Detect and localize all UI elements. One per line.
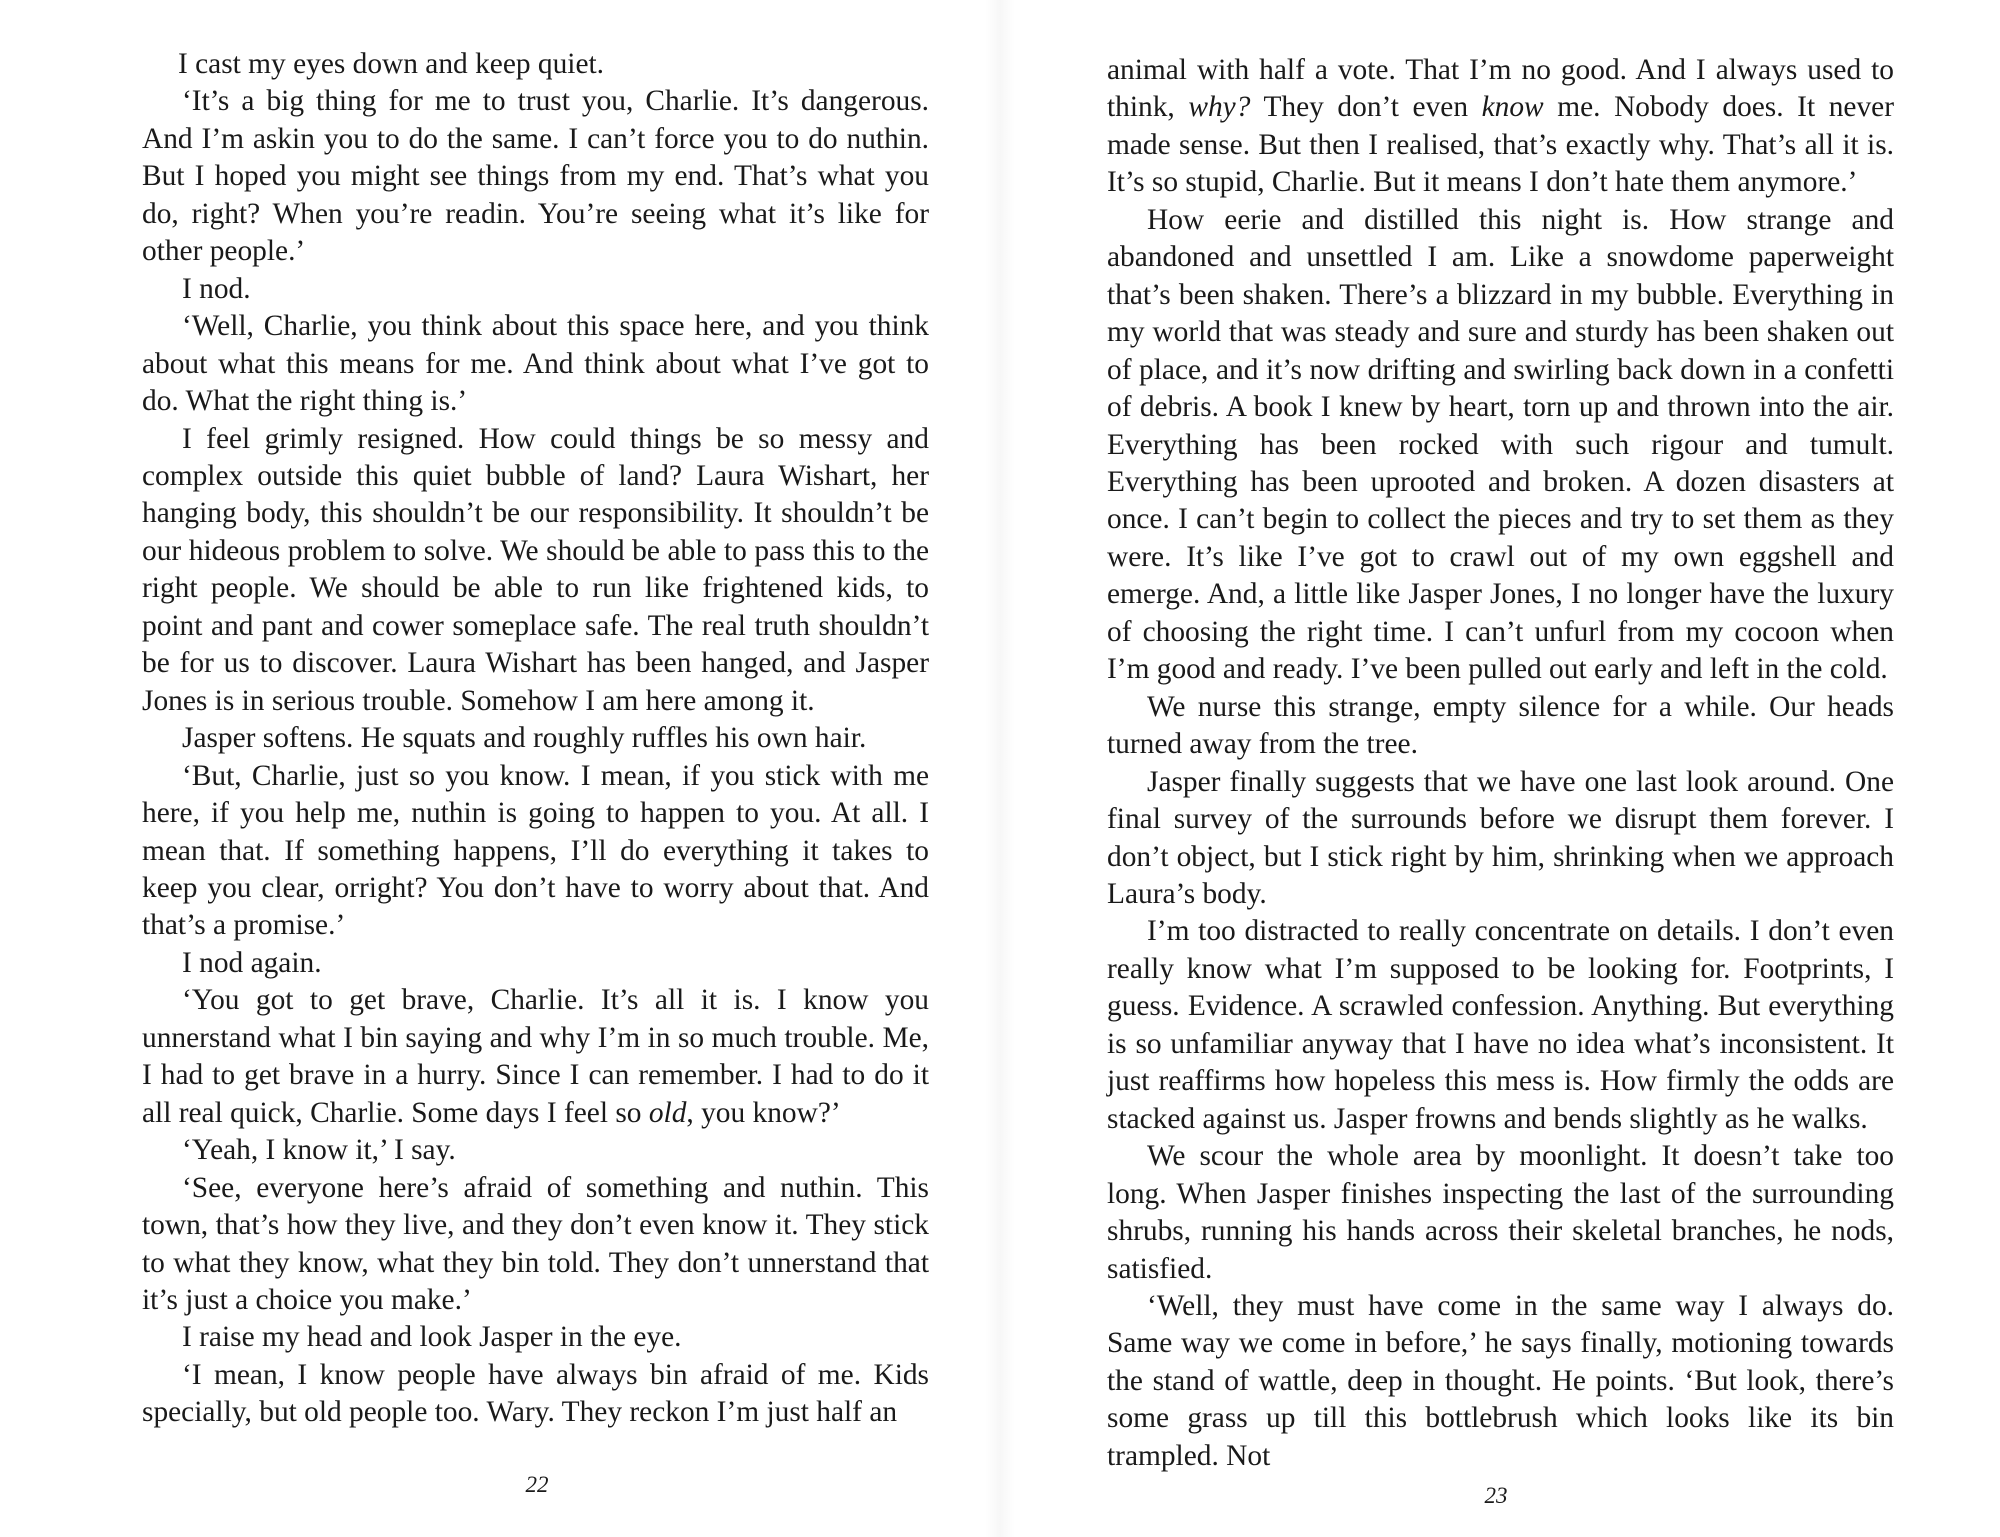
paragraph: Jasper finally suggests that we have one last look around. One final survey of the surrounds before we disrupt them forever. I don’t object, but I stick right by him, shrinking when we approach Laura’s body. (1107, 765, 1894, 910)
italic-word: why? (1188, 91, 1251, 124)
right-page-text (1107, 52, 1894, 1475)
paragraph-text: me. Nobody does. It never made sense. But then I realised, that’s exactly why. That’s all it is. It’s so stupid, Charlie. But it means I don’t hate them anymore.’ (1107, 91, 1894, 199)
left-page-text (142, 46, 929, 1432)
paragraph: Jasper softens. He squats and roughly ruffles his own hair. (182, 722, 867, 755)
page-number: 23 (1484, 1483, 1508, 1508)
paragraph-text: animal with half a vote. That I’m no good. And I always used to think, (1107, 54, 1894, 124)
paragraph: ‘Well, Charlie, you think about this space here, and you think about what this means for me. And think about what I’ve got to do. What the right thing is.’ (142, 310, 929, 418)
paragraph: ‘See, everyone here’s afraid of something and nuthin. This town, that’s how they live, and they don’t even know it. They stick to what they know, what they bin told. They don’t unnerstand that it’s just a choice you make.’ (142, 1171, 929, 1316)
paragraph: I’m too distracted to really concentrate on details. I don’t even really know what I’m supposed to be looking for. Footprints, I guess. Evidence. A scrawled confession. Anything. But everything is so unfamiliar anyway that I have no idea what’s inconsistent. It just reaffirms how hopeless this mess is. How firmly the odds are stacked against us. Jasper frowns and bends slightly as he walks. (1107, 915, 1894, 1135)
paragraph (142, 982, 929, 1132)
paragraph: I nod again. (182, 946, 322, 979)
paragraph: ‘I mean, I know people have always bin afraid of me. Kids specially, but old people too. Wary. They reckon I’m just half an (142, 1358, 929, 1429)
paragraph: We nurse this strange, empty silence for a while. Our heads turned away from the tree. (1107, 690, 1894, 761)
italic-word: know (1481, 91, 1544, 124)
right-page (1000, 0, 2000, 1537)
paragraph: I feel grimly resigned. How could things be so messy and complex outside this quiet bubble of land? Laura Wishart, her hanging body, this shouldn’t be our responsibility. It shouldn’t be our hideous problem to solve. We should be able to pass this to the right people. We should be able to run like frightened kids, to point and pant and cower someplace safe. The real truth shouldn’t be for us to discover. Laura Wishart has been hanged, and Jasper Jones is in serious trouble. Somehow I am here among it. (142, 422, 929, 717)
paragraph: ‘Yeah, I know it,’ I say. (182, 1134, 456, 1167)
paragraph: We scour the whole area by moonlight. It doesn’t take too long. When Jasper finishes inspecting the last of the surrounding shrubs, running his hands across their skeletal branches, he nods, satisfied. (1107, 1140, 1894, 1285)
paragraph: How eerie and distilled this night is. How strange and abandoned and unsettled I am. Like a snowdome paperweight that’s been shaken. There’s a blizzard in my bubble. Everything in my world that was steady and sure and sturdy has been shaken out of place, and it’s now drifting and swirling back down in a confetti of debris. A book I knew by heart, torn up and thrown into the air. Everything has been rocked with such rigour and tumult. Everything has been uprooted and broken. A dozen disasters at once. I can’t begin to collect the pieces and try to set them as they were. It’s like I’ve got to crawl out of my own eggshell and emerge. And, a little like Jasper Jones, I no longer have the luxury of choosing the right time. I can’t unfurl from my cocoon when I’m good and ready. I’ve been pulled out early and left in the cold. (1107, 203, 1894, 686)
paragraph: I nod. (182, 272, 251, 305)
italic-word: old (648, 1096, 687, 1129)
paragraph-text: ‘You got to get brave, Charlie. It’s all it is. I know you unnerstand what I bin saying and why I’m in so much trouble. Me, I had to get brave in a hurry. Since I can remember. I had to do it all real quick, Charlie. Some days I feel so (142, 984, 929, 1129)
paragraph-text: , you know?’ (686, 1096, 841, 1129)
paragraph: ‘But, Charlie, just so you know. I mean, if you stick with me here, if you help me, nuthin is going to happen to you. At all. I mean that. If something happens, I’ll do everything it takes to keep you clear, orright? You don’t have to worry about that. And that’s a promise.’ (142, 759, 929, 942)
paragraph: I raise my head and look Jasper in the eye. (182, 1321, 682, 1354)
paragraph: ‘It’s a big thing for me to trust you, Charlie. It’s dangerous. And I’m askin you to do the same. I can’t force you to do nuthin. But I hoped you might see things from my end. That’s what you do, right? When you’re readin. You’re seeing what it’s like for other people.’ (142, 85, 929, 268)
page-number: 22 (525, 1472, 549, 1497)
paragraph: ‘Well, they must have come in the same way I always do. Same way we come in before,’ he says finally, motioning towards the stand of wattle, deep in thought. He points. ‘But look, there’s some grass up till this bottlebrush which looks like its bin trampled. Not (1107, 1289, 1894, 1472)
paragraph (1107, 52, 1894, 202)
paragraph-text: They don’t even (1250, 91, 1482, 124)
paragraph: I cast my eyes down and keep quiet. (178, 48, 605, 80)
